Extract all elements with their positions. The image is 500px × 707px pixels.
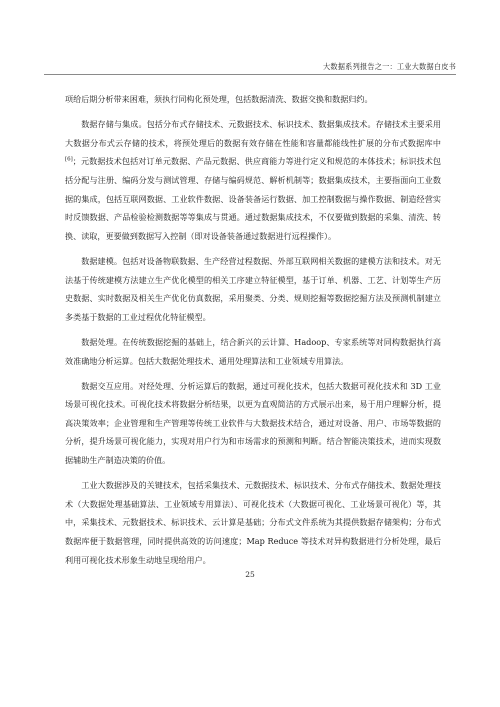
paragraph-continuation: 项给后期分析带来困难，须执行同构化预处理，包括数据清洗、数据交换和数据归约。 <box>65 94 373 104</box>
paragraph-text: 数据存储与集成。包括分布式存储技术、元数据技术、标识技术、数据集成技术。存储技术主要采用大数据分布式云存储的技术，将预处理后的数据有效存储在性能和容量都能线性扩展的分布式数据库中 <box>65 119 441 148</box>
paragraph-key-technologies: 工业大数据涉及的关键技术，包括采集技术、元数据技术、标识技术、分布式存储技术、数据处理技术（大数据处理基础算法、工业领域专用算法）、可视化技术（大数据可视化、工业场景可视化）等，其中，采集技术、元数据技术、标识技术、云计算是基础；分布式文件系统为其提供数据存储架构；分布式数据库便于数据管理，同时提供高效的访问速度；Map Reduce 等技术对异构数据进行分析处理，最后利用可视化技术形象生动地呈现给用户。 <box>65 480 441 565</box>
paragraph-data-modeling: 数据建模。包括对设备物联数据、生产经营过程数据、外部互联网相关数据的建模方法和技术。对无法基于传统建模方法建立生产优化模型的相关工序建立特征模型，基于订单、机器、工艺、计划等生产历史数据、实时数据及相关生产优化仿真数据，采用聚类、分类、规则挖掘等数据挖掘方法及预测机制建立多类基于数据的工业过程优化特征模型。 <box>65 255 441 322</box>
paragraph-data-interaction: 数据交互应用。对经处理、分析运算后的数据，通过可视化技术，包括大数据可视化技术和 3D 工业场景可视化技术。可视化技术将数据分析结果，以更为直观简洁的方式展示出来，易于用户理解分析，提高决策效率；企业管理和生产管理等传统工业软件与大数据技术结合，通过对设备、用户、市场等数据的分析，提升场景可视化能力，实现对用户行为和市场需求的预测和判断。结合智能决策技术，进而实现数据辅助生产制造决策的价值。 <box>65 380 441 466</box>
paragraph-data-processing: 数据处理。在传统数据挖掘的基础上，结合新兴的云计算、Hadoop、专家系统等对同构数据执行高效准确地分析运算。包括大数据处理技术、通用处理算法和工业领域专用算法。 <box>65 336 441 366</box>
running-header: 大数据系列报告之一：工业大数据白皮书 <box>323 62 456 71</box>
paragraph-text: ；元数据技术包括对订单元数据、产品元数据、供应商能力等进行定义和规范的本体技术；标识技术包括分配与注册、编码分发与测试管理、存储与编码规范、解析机制等；数据集成技术，主要指面向工业数据的集成，包括互联网数据、工业软件数据、设备装备运行数据、加工控制数据与操作数据、制造经营实时反馈数据、产品检验检测数据等等集成与贯通。通过数据集成技术，不仅要做到数据的采集、清洗、转换、读取，更要做到数据写入控制（即对设备装备通过数据进行远程操作）。 <box>65 156 441 241</box>
page-number: 25 <box>245 570 255 579</box>
header-divider <box>44 74 456 75</box>
citation-reference: [6] <box>65 156 73 163</box>
page-body <box>65 90 441 576</box>
paragraph-data-storage-integration <box>65 115 441 245</box>
